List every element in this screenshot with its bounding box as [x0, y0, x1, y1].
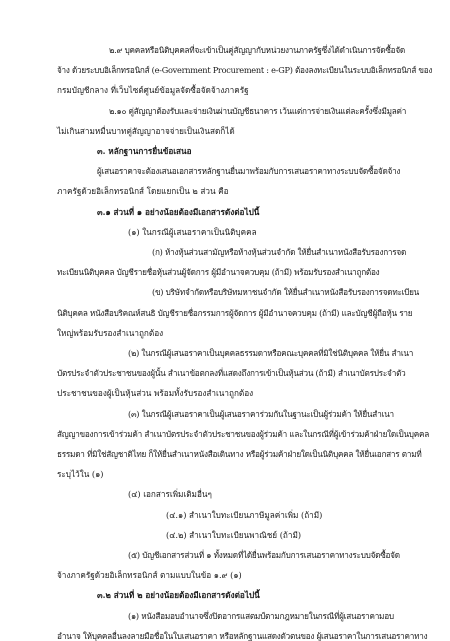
section-heading: ๓. หลักฐานการยื่นข้อเสนอ	[97, 146, 192, 156]
paragraph-line: (๕) บัญชีเอกสารส่วนที่ ๑ ทั้งหมดที่ได้ยื่นพร้อมกับการเสนอราคาทางระบบจัดซื้อจัด	[128, 550, 400, 560]
paragraph-line: (๔.๑) สำเนาใบทะเบียนภาษีมูลค่าเพิ่ม (ถ้ามี)	[166, 509, 323, 520]
subsection-heading: ๓.๒ ส่วนที่ ๒ อย่างน้อยต้องมีเอกสารดังต่อไปนี้	[97, 590, 260, 601]
paragraph-line: (๓) ในกรณีผู้เสนอราคาเป็นผู้เสนอราคาร่วมกันในฐานะเป็นผู้ร่วมค้า ให้ยื่นสำเนา	[128, 408, 394, 419]
paragraph-line: ไม่เกินสามหมื่นบาทคู่สัญญาอาจจ่ายเป็นเงินสดก็ได้	[57, 125, 235, 136]
paragraph-line: ระบุไว้ใน (๑)	[57, 469, 104, 480]
paragraph-line: (๔.๒) สำเนาใบทะเบียนพาณิชย์ (ถ้ามี)	[166, 529, 302, 540]
paragraph-line: กรมบัญชีกลาง ที่เว็บไซต์ศูนย์ข้อมูลจัดซื้อจัดจ้างภาครัฐ	[57, 85, 249, 96]
paragraph-line: นิติบุคคล หนังสือบริคณห์สนธิ บัญชีรายชื่อกรรมการผู้จัดการ ผู้มีอำนาจควบคุม (ถ้ามี) และบัญชีผู้ถือหุ้น ราย	[57, 307, 413, 318]
paragraph-line: จ้างภาครัฐด้วยอิเล็กทรอนิกส์ ตามแบบในข้อ ๑.๙ (๑)	[57, 570, 242, 581]
paragraph-line: (๑) ในกรณีผู้เสนอราคาเป็นนิติบุคคล	[128, 226, 257, 237]
paragraph-line: ทะเบียนนิติบุคคล บัญชีรายชื่อหุ้นส่วนผู้จัดการ ผู้มีอำนาจควบคุม (ถ้ามี) พร้อมรับรองสำเนาถูกต้อง	[57, 267, 380, 278]
paragraph-line: (ก) ห้างหุ้นส่วนสามัญหรือห้างหุ้นส่วนจำกัด ให้ยื่นสำเนาหนังสือรับรองการจด	[152, 247, 407, 257]
paragraph-line: จ้าง ด้วยระบบอิเล็กทรอนิกส์ (e-Government Procurement : e-GP) ต้องลงทะเบียนในระบบอิเล็กทรอนิกส์ ของ	[57, 65, 433, 76]
subsection-heading: ๓.๑ ส่วนที่ ๑ อย่างน้อยต้องมีเอกสารดังต่อไปนี้	[97, 206, 260, 217]
paragraph-line: บัตรประจำตัวประชาชนของผู้นั้น สำเนาข้อตกลงที่แสดงถึงการเข้าเป็นหุ้นส่วน (ถ้ามี) สำเนาบัตรประจำตัว	[57, 368, 406, 379]
paragraph-line: (๒) ในกรณีผู้เสนอราคาเป็นบุคคลธรรมดาหรือคณะบุคคลที่มิใช่นิติบุคคล ให้ยื่น สำเนา	[128, 348, 414, 358]
paragraph-line: ธรรมดา ที่มิใช่สัญชาติไทย ก็ให้ยื่นสำเนาหนังสือเดินทาง หรือผู้ร่วมค้าฝ่ายใดเป็นนิติบุคคล ให้ยื่นเอกสาร ตามที่	[57, 449, 422, 459]
paragraph-line: ๒.๙ บุคคลหรือนิติบุคคลที่จะเข้าเป็นคู่สัญญากับหน่วยงานภาครัฐซึ่งได้ดำเนินการจัดซื้อจัด	[109, 45, 405, 55]
paragraph-line: ภาครัฐด้วยอิเล็กทรอนิกส์ โดยแยกเป็น ๒ ส่วน คือ	[57, 186, 229, 197]
paragraph-line: (๑) หนังสือมอบอำนาจซึ่งปิดอากรแสตมป์ตามกฎหมายในกรณีที่ผู้เสนอราคามอบ	[128, 610, 394, 621]
paragraph-line: สัญญาของการเข้าร่วมค้า สำเนาบัตรประจำตัวประชาชนของผู้ร่วมค้า และในกรณีที่ผู้เข้าร่วมค้าฝ่ายใดเป็นบุคคล	[57, 428, 429, 439]
paragraph-line: (ข) บริษัทจำกัดหรือบริษัทมหาชนจำกัด ให้ยื่นสำเนาหนังสือรับรองการจดทะเบียน	[152, 287, 420, 298]
paragraph-line: ผู้เสนอราคาจะต้องเสนอเอกสารหลักฐานยื่นมาพร้อมกับการเสนอราคาทางระบบจัดซื้อจัดจ้าง	[97, 166, 401, 177]
paragraph-line: อำนาจ ให้บุคคลอื่นลงลายมือชื่อในใบเสนอราคา หรือหลักฐานแสดงตัวตนของ ผู้เสนอราคาในการเสนอราคาทาง	[57, 630, 428, 641]
paragraph-line: (๔) เอกสารเพิ่มเติมอื่นๆ	[128, 489, 212, 500]
paragraph-line: ใหญ่พร้อมรับรองสำเนาถูกต้อง	[57, 327, 164, 338]
paragraph-line: ประชาชนของผู้เป็นหุ้นส่วน พร้อมทั้งรับรองสำเนาถูกต้อง	[57, 388, 254, 399]
paragraph-line: ๒.๑๐ คู่สัญญาต้องรับและจ่ายเงินผ่านบัญชีธนาคาร เว้นแต่การจ่ายเงินแต่ละครั้งซึ่งมีมูลค่า	[109, 105, 407, 116]
